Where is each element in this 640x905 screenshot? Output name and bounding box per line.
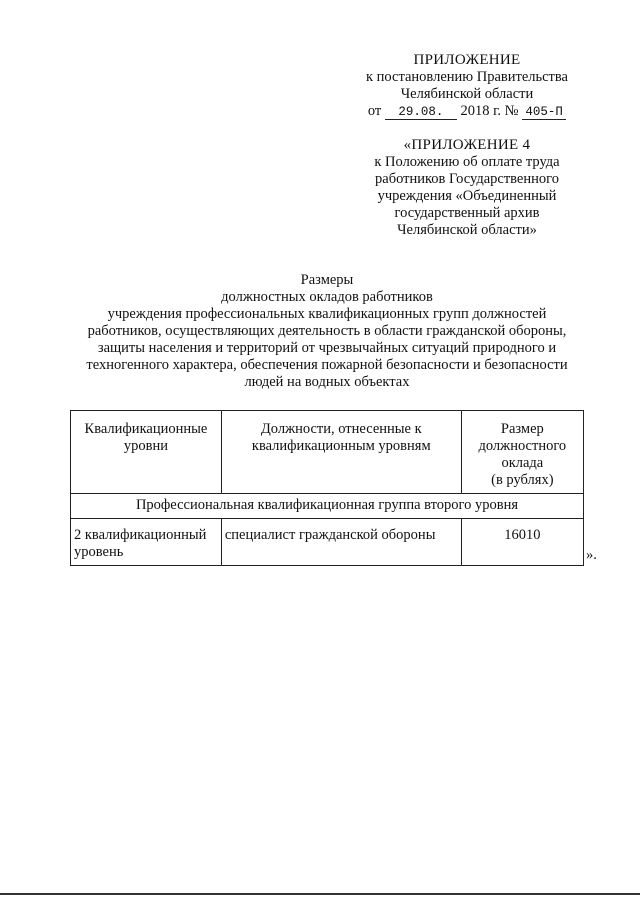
- appendix-4-header: [352, 137, 582, 239]
- row-position: специалист гражданской обороны: [221, 519, 461, 566]
- header-text: (в рублях): [491, 472, 554, 488]
- header-text: Квалификационные: [84, 421, 208, 437]
- header-text: квалификационным уровням: [251, 438, 431, 454]
- approval-date: 29.08.: [385, 105, 457, 120]
- approval-date-row: [352, 103, 582, 120]
- appendix-4-line: к Положению об оплате труда: [374, 154, 560, 170]
- header-salary: [461, 411, 583, 494]
- level-text: 2 квалификационный: [74, 527, 207, 543]
- approval-number: 405-П: [522, 105, 566, 120]
- header-text: Должности, отнесенные к: [260, 421, 422, 437]
- table-header-row: [71, 411, 584, 494]
- appendix-4-line: Челябинской области»: [397, 222, 537, 238]
- closing-quote: ».: [586, 547, 597, 563]
- approval-line-1: к постановлению Правительства: [366, 69, 568, 85]
- appendix-4-line: учреждения «Объединенный: [377, 188, 557, 204]
- heading-line: должностных окладов работников: [221, 289, 433, 305]
- page-bottom-rule: [0, 893, 640, 895]
- group-title: Профессиональная квалификационная группа второго уровня: [71, 494, 584, 519]
- approval-title: ПРИЛОЖЕНИЕ: [413, 52, 521, 68]
- heading-title: Размеры: [300, 272, 354, 288]
- heading-line: людей на водных объектах: [244, 374, 410, 390]
- appendix-4-line: работников Государственного: [375, 171, 559, 187]
- document-heading: [70, 272, 584, 391]
- level-text: уровень: [74, 544, 124, 560]
- header-text: уровни: [123, 438, 168, 454]
- approval-line-2: Челябинской области: [400, 86, 534, 102]
- header-text: оклада: [501, 455, 544, 471]
- header-text: Размер: [500, 421, 544, 437]
- approval-header: [352, 52, 582, 120]
- approval-from-label: от: [367, 103, 382, 119]
- heading-line: работников, осуществляющих деятельность в области гражданской обороны,: [87, 323, 567, 339]
- header-positions: [221, 411, 461, 494]
- appendix-4-title: «ПРИЛОЖЕНИЕ 4: [403, 137, 531, 153]
- heading-line: защиты населения и территорий от чрезвычайных ситуаций природного и: [97, 340, 557, 356]
- row-level: [71, 519, 222, 566]
- approval-year-text: 2018 г. №: [460, 103, 519, 119]
- heading-line: техногенного характера, обеспечения пожарной безопасности и безопасности: [86, 357, 568, 373]
- table-row: [71, 519, 584, 566]
- heading-line: учреждения профессиональных квалификационных групп должностей: [107, 306, 547, 322]
- table-group-row: [71, 494, 584, 519]
- salary-table: [70, 410, 584, 566]
- header-qualification-levels: [71, 411, 222, 494]
- appendix-4-line: государственный архив: [394, 205, 540, 221]
- header-text: должностного: [478, 438, 567, 454]
- row-salary: 16010: [461, 519, 583, 566]
